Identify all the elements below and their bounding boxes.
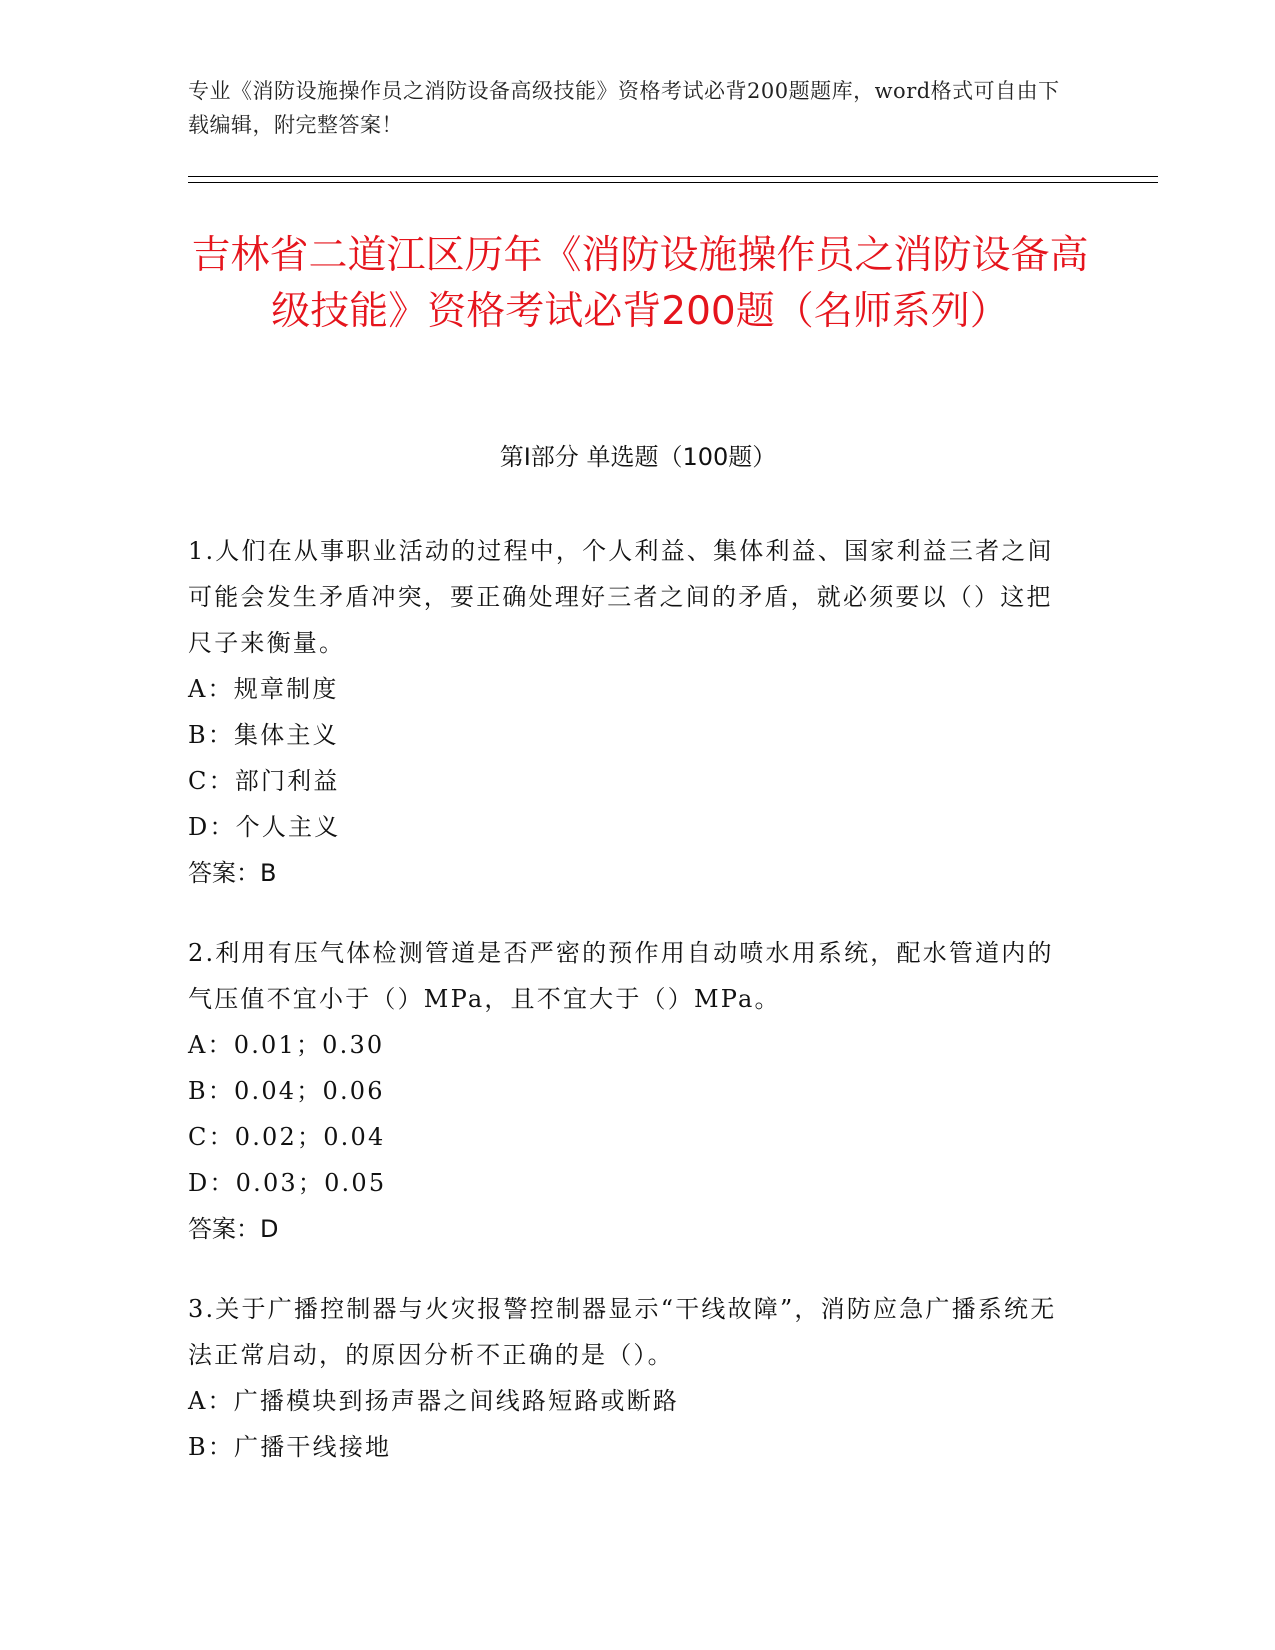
option-b: B：集体主义 bbox=[188, 721, 339, 749]
option-c: C：0.02；0.04 bbox=[188, 1123, 386, 1151]
option-d: D：0.03；0.05 bbox=[188, 1169, 387, 1197]
header-divider-bottom bbox=[188, 182, 1158, 183]
question-3 bbox=[188, 1286, 1068, 1470]
option-a: A：广播模块到扬声器之间线路短路或断路 bbox=[188, 1387, 680, 1415]
header-divider-top bbox=[188, 176, 1158, 177]
answer: 答案：B bbox=[188, 859, 277, 887]
answer: 答案：D bbox=[188, 1215, 279, 1243]
question-list bbox=[188, 528, 1068, 1504]
question-1 bbox=[188, 528, 1068, 896]
option-a: A：规章制度 bbox=[188, 675, 339, 703]
option-c: C：部门利益 bbox=[188, 767, 340, 795]
option-d: D：个人主义 bbox=[188, 813, 341, 841]
option-b: B：0.04；0.06 bbox=[188, 1077, 385, 1105]
question-stem: 2.利用有压气体检测管道是否严密的预作用自动喷水用系统，配水管道内的气压值不宜小于（）MPa，且不宜大于（）MPa。 bbox=[188, 939, 1054, 1013]
question-stem: 1.人们在从事职业活动的过程中，个人利益、集体利益、国家利益三者之间可能会发生矛盾冲突，要正确处理好三者之间的矛盾，就必须要以（）这把尺子来衡量。 bbox=[188, 537, 1054, 657]
option-b: B：广播干线接地 bbox=[188, 1433, 392, 1461]
document-title: 吉林省二道江区历年《消防设施操作员之消防设备高级技能》资格考试必背200题（名师系列） bbox=[191, 233, 1089, 334]
section-title: 第I部分 单选题（100题） bbox=[499, 443, 777, 471]
question-stem: 3.关于广播控制器与火灾报警控制器显示“干线故障”，消防应急广播系统无法正常启动，的原因分析不正确的是（）。 bbox=[188, 1295, 1057, 1369]
option-a: A：0.01；0.30 bbox=[188, 1031, 385, 1059]
header-note: 专业《消防设施操作员之消防设备高级技能》资格考试必背200题题库，word格式可自由下载编辑，附完整答案！ bbox=[188, 79, 1060, 137]
question-2 bbox=[188, 930, 1068, 1252]
